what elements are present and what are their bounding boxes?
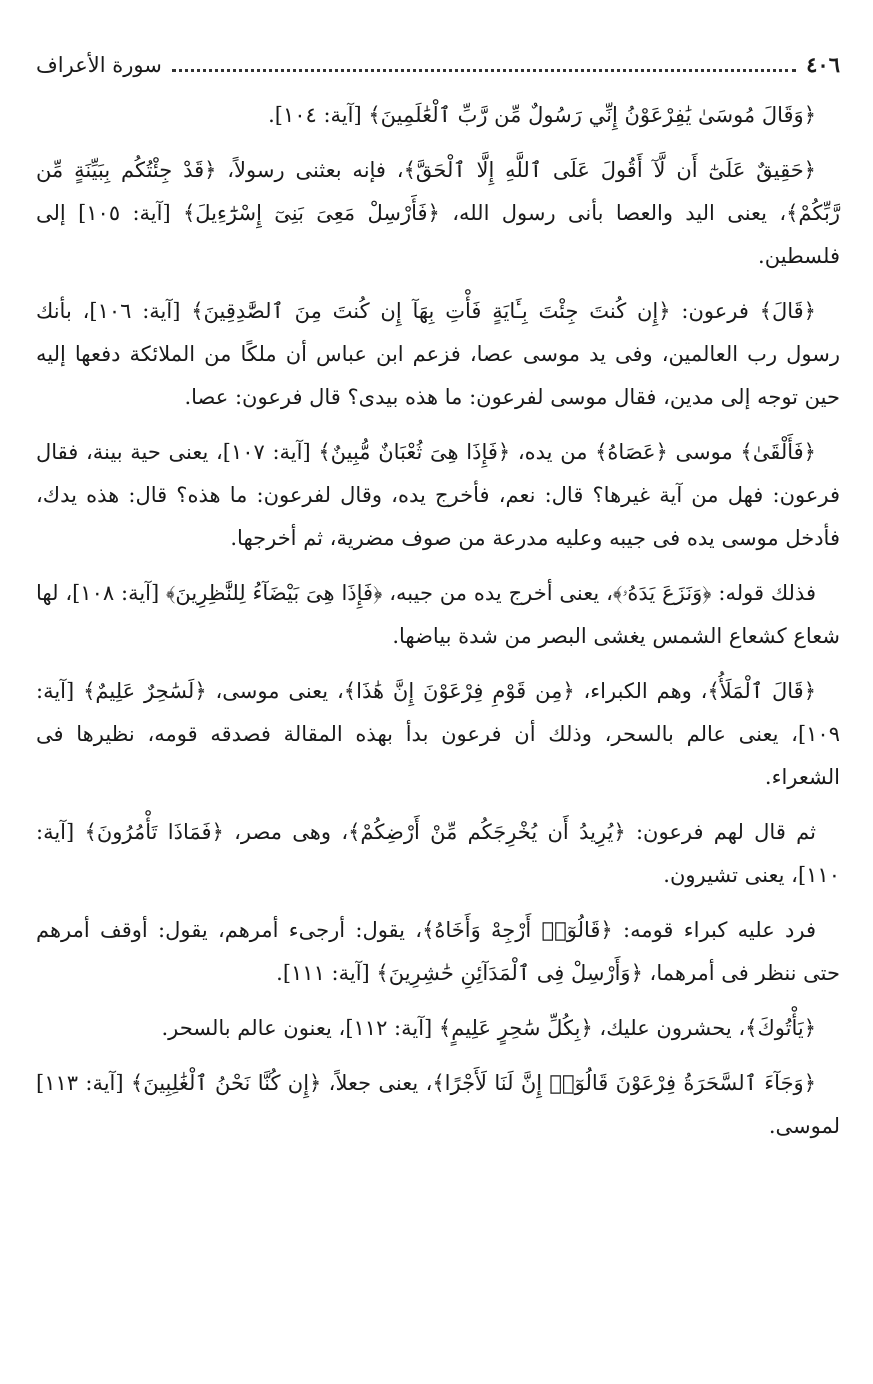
paragraph: ﴿قَالَ ٱلْمَلَأُ﴾، وهم الكبراء، ﴿مِن قَوْمِ فِرْعَوْنَ إِنَّ هَٰذَا﴾، يعنى موسى، ﴿لَسَٰحِرٌ عَلِيمٌ﴾ [آية: ١٠٩]، يعنى عالم بالسحر، وذلك أن فرعون بدأ بهذه المقالة فصدقه قومه، نظيرها فى الشعراء. bbox=[36, 679, 840, 789]
page bbox=[36, 52, 840, 1158]
paragraph: ﴿فَأَلْقَىٰ﴾ موسى ﴿عَصَاهُ﴾ من يده، ﴿فَإِذَا هِىَ ثُعْبَانٌ مُّبِينٌ﴾ [آية: ١٠٧]، يعنى حية بينة، فقال فرعون: فهل من آية غيرها؟ قال: نعم، فأخرج يده، وقال لفرعون: ما هذه؟ قال: هذه يدك، فأدخل موسى يده فى جيبه وعليه مدرعة من صوف مضرية، ثم أخرجها. bbox=[36, 440, 840, 550]
page-number: ٤٠٦ bbox=[806, 52, 840, 77]
paragraph: ﴿يَأْتُوكَ﴾، يحشرون عليك، ﴿بِكُلِّ سَٰحِرٍ عَلِيمٍ﴾ [آية: ١١٢]، يعنون عالم بالسحر. bbox=[161, 1016, 816, 1040]
paragraph: ثم قال لهم فرعون: ﴿يُرِيدُ أَن يُخْرِجَكُم مِّنْ أَرْضِكُمْ﴾، وهى مصر، ﴿فَمَاذَا تَأْمُرُونَ﴾ [آية: ١١٠]، يعنى تشيرون. bbox=[36, 820, 840, 887]
paragraph: ﴿حَقِيقٌ عَلَىٰٓ أَن لَّآ أَقُولَ عَلَى ٱللَّهِ إِلَّا ٱلْحَقَّ﴾، فإنه بعثنى رسولاً، ﴿قَدْ جِئْتُكُم بِبَيِّنَةٍ مِّن رَّبِّكُمْ﴾، يعنى اليد والعصا بأنى رسول الله، ﴿فَأَرْسِلْ مَعِىَ بَنِىٓ إِسْرَٰٓءِيلَ﴾ [آية: ١٠٥] إلى فلسطين. bbox=[36, 158, 840, 268]
paragraph: ﴿وَجَآءَ ٱلسَّحَرَةُ فِرْعَوْنَ قَالُوٓا۟ إِنَّ لَنَا لَأَجْرًا﴾، يعنى جعلاً، ﴿إِن كُنَّا نَحْنُ ٱلْغَٰلِبِينَ﴾ [آية: ١١٣] لموسى. bbox=[36, 1071, 840, 1138]
paragraph: فرد عليه كبراء قومه: ﴿قَالُوٓا۟ أَرْجِهْ وَأَخَاهُ﴾، يقول: أرجىء أمرهم، يقول: أوقف أمرهم حتى ننظر فى أمرهما، ﴿وَأَرْسِلْ فِى ٱلْمَدَآئِنِ حَٰشِرِينَ﴾ [آية: ١١١]. bbox=[36, 918, 840, 985]
paragraph: ﴿وَقَالَ مُوسَىٰ يَٰفِرْعَوْنُ إِنِّي رَسُولٌ مِّن رَّبِّ ٱلْعَٰلَمِينَ﴾ [آية: ١٠٤]. bbox=[268, 103, 816, 127]
header-dotted-leader bbox=[172, 68, 796, 72]
paragraph: فذلك قوله: ﴿وَنَزَعَ يَدَهُۥ﴾، يعنى أخرج يده من جيبه، ﴿فَإِذَا هِىَ بَيْضَآءُ لِلنَّٰظِرِينَ﴾ [آية: ١٠٨]، لها شعاع كشعاع الشمس يغشى البصر من شدة بياضها. bbox=[36, 581, 840, 648]
surah-title: سورة الأعراف bbox=[36, 53, 162, 77]
page-header bbox=[36, 52, 840, 94]
paragraph: ﴿قَالَ﴾ فرعون: ﴿إِن كُنتَ جِئْتَ بِـَٔايَةٍ فَأْتِ بِهَآ إِن كُنتَ مِنَ ٱلصَّٰدِقِينَ﴾ [آية: ١٠٦]، بأنك رسول رب العالمين، وفى يد موسى عصا، فزعم ابن عباس أن ملكًا من الملائكة دفعها إليه حين توجه إلى مدين، فقال موسى لفرعون: ما هذه بيدى؟ قال فرعون: عصا. bbox=[36, 299, 840, 409]
